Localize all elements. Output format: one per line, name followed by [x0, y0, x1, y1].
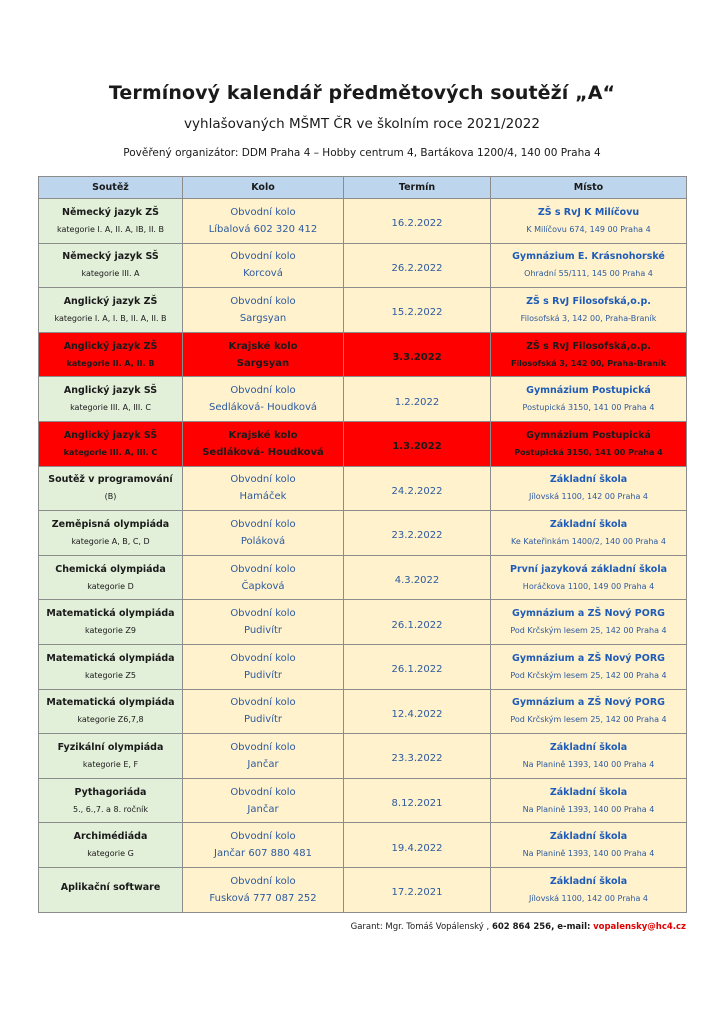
- termin-cell: [344, 867, 491, 912]
- soutez-cell: [39, 199, 183, 244]
- round-name: Obvodní kolo: [230, 295, 296, 307]
- garant-phone: 602 864 256, e-mail:: [491, 922, 591, 932]
- round-name: Obvodní kolo: [230, 563, 296, 575]
- round-name: Obvodní kolo: [230, 831, 296, 843]
- competition-category: kategorie D: [87, 581, 134, 591]
- page-title: Termínový kalendář předmětových soutěží „A“: [108, 82, 616, 104]
- round-name: Obvodní kolo: [230, 518, 296, 530]
- competition-name: Soutěž v programování: [48, 474, 173, 486]
- competition-date: 1.2.2022: [394, 396, 440, 408]
- competition-date: 3.3.2022: [392, 352, 442, 364]
- kolo-cell: [183, 555, 344, 600]
- round-name: Obvodní kolo: [230, 474, 296, 486]
- header-misto: Místo: [491, 177, 687, 199]
- termin-cell: [344, 377, 491, 422]
- soutez-cell: [39, 243, 183, 288]
- kolo-cell: [183, 600, 344, 645]
- competition-category: kategorie I. A, I. B, II. A, II. B: [54, 313, 167, 323]
- table-row: [39, 466, 687, 511]
- table-row: [39, 332, 687, 377]
- round-name: Obvodní kolo: [230, 385, 296, 397]
- soutez-cell: [39, 734, 183, 779]
- round-name: Obvodní kolo: [230, 251, 296, 263]
- termin-cell: [344, 600, 491, 645]
- table-row: [39, 644, 687, 689]
- venue-address: Filosofská 3, 142 00, Praha-Braník: [520, 313, 657, 323]
- competition-name: Archimédiáda: [73, 831, 148, 843]
- table-header-row: [39, 177, 687, 199]
- venue-address: Filosofská 3, 142 00, Praha-Braník: [510, 358, 667, 368]
- venue-name: Základní škola: [549, 831, 628, 843]
- termin-cell: [344, 734, 491, 779]
- misto-cell: [491, 734, 687, 779]
- competition-date: 26.1.2022: [391, 664, 443, 676]
- round-name: Krajské kolo: [228, 429, 298, 441]
- kolo-cell: [183, 466, 344, 511]
- venue-address: Pod Krčským lesem 25, 142 00 Praha 4: [510, 626, 667, 636]
- competition-name: Chemická olympiáda: [55, 563, 166, 575]
- termin-cell: [344, 644, 491, 689]
- competition-date: 4.3.2022: [394, 575, 440, 587]
- termin-cell: [344, 288, 491, 333]
- kolo-cell: [183, 421, 344, 466]
- competition-name: Matematická olympiáda: [46, 608, 175, 620]
- kolo-cell: [183, 288, 344, 333]
- soutez-cell: [39, 644, 183, 689]
- competition-category: 5., 6.,7. a 8. ročník: [72, 804, 149, 814]
- misto-cell: [491, 377, 687, 422]
- misto-cell: [491, 332, 687, 377]
- competition-name: Fyzikální olympiáda: [57, 741, 164, 753]
- competition-category: kategorie II. A, II. B: [66, 358, 155, 368]
- table-row: [39, 377, 687, 422]
- round-contact: Sedláková- Houdková: [208, 402, 318, 414]
- competition-name: Aplikační software: [60, 881, 161, 893]
- competition-date: 19.4.2022: [391, 842, 443, 854]
- round-name: Obvodní kolo: [230, 206, 296, 218]
- competition-date: 23.2.2022: [391, 530, 443, 542]
- footer-garant: [351, 922, 686, 932]
- venue-address: Postupická 3150, 141 00 Praha 4: [514, 447, 663, 457]
- kolo-cell: [183, 734, 344, 779]
- misto-cell: [491, 778, 687, 823]
- round-contact: Fusková 777 087 252: [209, 892, 317, 904]
- termin-cell: [344, 689, 491, 734]
- competition-category: kategorie E, F: [82, 759, 139, 769]
- misto-cell: [491, 867, 687, 912]
- termin-cell: [344, 332, 491, 377]
- competition-name: Německý jazyk SŠ: [62, 251, 159, 263]
- soutez-cell: [39, 377, 183, 422]
- garant-email[interactable]: vopalensky@hc4.cz: [593, 922, 686, 932]
- venue-address: Postupická 3150, 141 00 Praha 4: [522, 403, 655, 413]
- competition-category: kategorie Z6,7,8: [77, 715, 144, 725]
- table-row: [39, 555, 687, 600]
- round-contact: Jančar 607 880 481: [214, 848, 312, 860]
- venue-address: Ohradní 55/111, 145 00 Praha 4: [524, 269, 653, 279]
- venue-name: Základní škola: [549, 474, 628, 486]
- competition-date: 17.2.2021: [391, 887, 443, 899]
- venue-name: Gymnázium a ZŠ Nový PORG: [512, 652, 665, 664]
- competition-category: kategorie III. A: [81, 269, 140, 279]
- venue-address: Na Planině 1393, 140 00 Praha 4: [522, 804, 655, 814]
- round-contact: Sedláková- Houdková: [202, 446, 324, 458]
- competition-date: 24.2.2022: [391, 485, 443, 497]
- soutez-cell: [39, 332, 183, 377]
- termin-cell: [344, 555, 491, 600]
- round-contact: Korcová: [243, 268, 283, 280]
- round-contact: Sargsyan: [239, 312, 287, 324]
- venue-name: ZŠ s RvJ Filosofská,o.p.: [526, 340, 651, 352]
- kolo-cell: [183, 332, 344, 377]
- venue-address: Jílovská 1100, 142 00 Praha 4: [529, 492, 648, 502]
- venue-name: Gymnázium E. Krásnohorské: [512, 251, 665, 263]
- competition-category: kategorie Z9: [85, 626, 136, 636]
- table-row: [39, 511, 687, 556]
- venue-name: Gymnázium a ZŠ Nový PORG: [512, 608, 665, 620]
- termin-cell: [344, 823, 491, 868]
- misto-cell: [491, 511, 687, 556]
- competition-name: Anglický jazyk SŠ: [63, 385, 158, 397]
- table-row: [39, 689, 687, 734]
- venue-address: Ke Kateřinkám 1400/2, 140 00 Praha 4: [511, 536, 666, 546]
- termin-cell: [344, 243, 491, 288]
- table-row: [39, 867, 687, 912]
- table-row: [39, 823, 687, 868]
- venue-name: ZŠ s RvJ Filosofská,o.p.: [526, 295, 651, 307]
- misto-cell: [491, 555, 687, 600]
- competition-date: 12.4.2022: [391, 708, 443, 720]
- competition-date: 8.12.2021: [391, 798, 443, 810]
- competition-category: kategorie III. A, III. C: [70, 403, 151, 413]
- misto-cell: [491, 689, 687, 734]
- soutez-cell: [39, 421, 183, 466]
- misto-cell: [491, 823, 687, 868]
- round-contact: Poláková: [240, 535, 286, 547]
- competition-category: kategorie I. A, II. A, IB, II. B: [57, 224, 164, 234]
- round-name: Obvodní kolo: [230, 697, 296, 709]
- misto-cell: [491, 421, 687, 466]
- round-contact: Pudivítr: [243, 625, 283, 637]
- kolo-cell: [183, 377, 344, 422]
- soutez-cell: [39, 867, 183, 912]
- round-contact: Líbalová 602 320 412: [208, 223, 318, 235]
- competition-date: 16.2.2022: [391, 218, 443, 230]
- competition-name: Matematická olympiáda: [46, 697, 175, 709]
- venue-name: Základní škola: [549, 875, 628, 887]
- kolo-cell: [183, 689, 344, 734]
- soutez-cell: [39, 823, 183, 868]
- competition-date: 23.3.2022: [391, 753, 443, 765]
- round-name: Obvodní kolo: [230, 875, 296, 887]
- kolo-cell: [183, 778, 344, 823]
- table-row: [39, 199, 687, 244]
- termin-cell: [344, 778, 491, 823]
- table-row: [39, 288, 687, 333]
- competition-category: kategorie A, B, C, D: [71, 536, 150, 546]
- kolo-cell: [183, 511, 344, 556]
- table-row: [39, 421, 687, 466]
- round-contact: Pudivítr: [243, 714, 283, 726]
- venue-address: Na Planině 1393, 140 00 Praha 4: [522, 849, 655, 859]
- competition-name: Matematická olympiáda: [46, 652, 175, 664]
- venue-address: Horáčkova 1100, 149 00 Praha 4: [522, 581, 655, 591]
- venue-address: Pod Krčským lesem 25, 142 00 Praha 4: [510, 670, 667, 680]
- venue-name: ZŠ s RvJ K Milíčovu: [537, 206, 640, 218]
- venue-name: První jazyková základní škola: [509, 563, 668, 575]
- round-contact: Čapková: [241, 580, 285, 592]
- organizer-line: Pověřený organizátor: DDM Praha 4 – Hobby centrum 4, Bartákova 1200/4, 140 00 Praha 4: [123, 147, 601, 159]
- competition-table: [38, 176, 687, 913]
- misto-cell: [491, 288, 687, 333]
- misto-cell: [491, 644, 687, 689]
- round-contact: Sargsyan: [236, 357, 290, 369]
- soutez-cell: [39, 689, 183, 734]
- round-name: Obvodní kolo: [230, 786, 296, 798]
- competition-category: (B): [104, 492, 117, 502]
- venue-address: K Milíčovu 674, 149 00 Praha 4: [526, 224, 651, 234]
- header-soutez: Soutěž: [39, 177, 183, 199]
- venue-name: Základní škola: [549, 786, 628, 798]
- table-row: [39, 734, 687, 779]
- round-contact: Jančar: [247, 803, 279, 815]
- kolo-cell: [183, 644, 344, 689]
- venue-address: Na Planině 1393, 140 00 Praha 4: [522, 759, 655, 769]
- competition-name: Anglický jazyk ZŠ: [63, 340, 158, 352]
- misto-cell: [491, 199, 687, 244]
- venue-name: Gymnázium Postupická: [526, 429, 651, 441]
- kolo-cell: [183, 823, 344, 868]
- round-contact: Jančar: [247, 758, 279, 770]
- termin-cell: [344, 466, 491, 511]
- misto-cell: [491, 243, 687, 288]
- competition-name: Anglický jazyk ZŠ: [63, 295, 158, 307]
- kolo-cell: [183, 867, 344, 912]
- termin-cell: [344, 511, 491, 556]
- garant-label: Garant: Mgr. Tomáš Vopálenský ,: [350, 922, 490, 932]
- round-name: Obvodní kolo: [230, 608, 296, 620]
- venue-name: Základní škola: [549, 741, 628, 753]
- page-subtitle: vyhlašovaných MŠMT ČR ve školním roce 2021/2022: [184, 116, 540, 132]
- competition-name: Zeměpisná olympiáda: [51, 518, 170, 530]
- misto-cell: [491, 466, 687, 511]
- soutez-cell: [39, 778, 183, 823]
- header-termin: Termín: [344, 177, 491, 199]
- competition-category: kategorie III. A, III. C: [63, 447, 158, 457]
- venue-address: Pod Krčským lesem 25, 142 00 Praha 4: [510, 715, 667, 725]
- competition-date: 26.2.2022: [391, 262, 443, 274]
- termin-cell: [344, 421, 491, 466]
- soutez-cell: [39, 600, 183, 645]
- competition-date: 15.2.2022: [391, 307, 443, 319]
- round-name: Obvodní kolo: [230, 741, 296, 753]
- kolo-cell: [183, 199, 344, 244]
- round-contact: Hamáček: [239, 491, 287, 503]
- venue-address: Jílovská 1100, 142 00 Praha 4: [529, 893, 648, 903]
- competition-name: Anglický jazyk SŠ: [63, 429, 158, 441]
- header-kolo: Kolo: [183, 177, 344, 199]
- competition-date: 26.1.2022: [391, 619, 443, 631]
- competition-name: Pythagoriáda: [74, 786, 147, 798]
- venue-name: Gymnázium a ZŠ Nový PORG: [512, 697, 665, 709]
- misto-cell: [491, 600, 687, 645]
- termin-cell: [344, 199, 491, 244]
- round-name: Krajské kolo: [228, 340, 298, 352]
- round-name: Obvodní kolo: [230, 652, 296, 664]
- table-row: [39, 778, 687, 823]
- table-row: [39, 243, 687, 288]
- competition-name: Německý jazyk ZŠ: [62, 206, 159, 218]
- venue-name: Gymnázium Postupická: [526, 385, 651, 397]
- soutez-cell: [39, 288, 183, 333]
- kolo-cell: [183, 243, 344, 288]
- round-contact: Pudivítr: [243, 669, 283, 681]
- competition-category: kategorie G: [87, 849, 134, 859]
- table-row: [39, 600, 687, 645]
- soutez-cell: [39, 555, 183, 600]
- competition-date: 1.3.2022: [392, 441, 442, 453]
- venue-name: Základní škola: [549, 518, 628, 530]
- competition-category: kategorie Z5: [85, 670, 136, 680]
- soutez-cell: [39, 466, 183, 511]
- soutez-cell: [39, 511, 183, 556]
